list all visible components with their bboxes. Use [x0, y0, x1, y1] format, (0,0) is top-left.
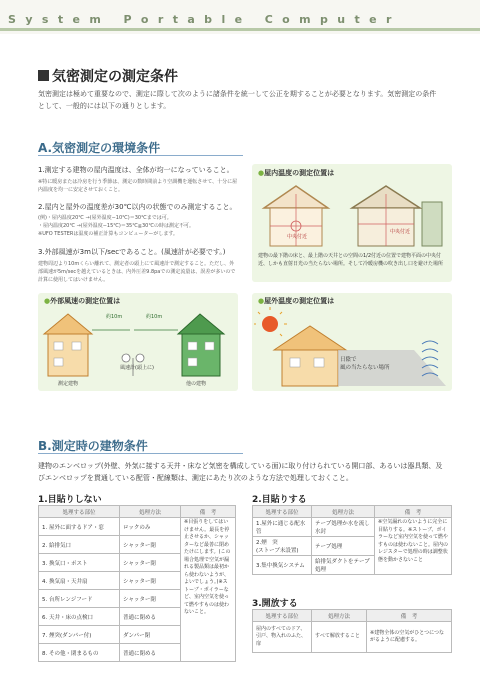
table1-method: ロックのみ	[120, 518, 181, 536]
table1-part: 7. 煙突(ダンパー付)	[39, 626, 120, 644]
condition-2-note-1: (例)・屋内温度20℃ →(屋外温度−10℃)＝30℃までは可。	[38, 215, 172, 221]
indoor-center-label-1: 中央付近	[287, 234, 308, 240]
page-title-text: 気密測定の測定条件	[52, 69, 178, 85]
table1-part: 3. 換気口・ポスト	[39, 554, 120, 572]
section-b-intro: 建物のエンベロップ(外壁、外気に接する天井・床など気密を構成している面)に取り付けられている開口部、あるいは器具類、及びエンベロップを貫通している配管・配線類は、測定にあたり次のような方法で処理しておくこと。	[38, 462, 443, 482]
wind-meter-label: 風速計(頭上に)	[120, 365, 154, 371]
wind-distance-1: 約10m	[106, 314, 123, 320]
table1-method: シャッター閉	[120, 536, 181, 554]
table1-header-note: 備 考	[181, 506, 236, 518]
outdoor-temp-label: ●屋外温度の測定位置は	[258, 297, 335, 305]
table2-part: 1.屋外に通じる配水管	[253, 518, 312, 537]
table-row	[253, 518, 452, 537]
table1-method: シャッター閉	[120, 554, 181, 572]
wind-label: ●外部風速の測定位置は	[44, 297, 121, 305]
table3-title: 3.開放する	[252, 599, 298, 609]
header-title: System Portable Computer	[8, 13, 401, 26]
table1-part: 4. 換気扇・天井扇	[39, 572, 120, 590]
condition-2-note-3: ※UFO TESTERは温度の補正計算もコンピューターがします。	[38, 231, 178, 237]
table2-part: 3.集中換気システム	[253, 556, 312, 575]
section-b-rule	[38, 453, 243, 454]
table2-header-part: 処理する部位	[253, 506, 312, 518]
table1-method: 普通に閉める	[120, 644, 181, 662]
table1-method: 普通に閉める	[120, 608, 181, 626]
table2-header-note: 備 考	[375, 506, 452, 518]
wind-other-label: 他の建物	[186, 381, 207, 387]
condition-1-note: ※特に暖房または冷房を行う季節は、測定の数時間前より空調機を運転させて、十分に屋内温度を均一に安定させておくこと。	[38, 179, 238, 193]
table3-header-part: 処理する部位	[253, 610, 312, 622]
table1-method: シャッター閉	[120, 590, 181, 608]
table2	[252, 505, 452, 575]
table3-header-method: 処理方法	[312, 610, 367, 622]
condition-1: 1.測定する建物の屋内温度は、全体が均一になっていること。	[38, 166, 234, 174]
indoor-center-label-2: 中央付近	[390, 229, 411, 235]
wind-building-label: 測定建物	[58, 381, 79, 387]
table3-header-note: 備 考	[367, 610, 452, 622]
square-bullet-icon	[38, 70, 49, 81]
table1-title: 1.目貼りしない	[38, 495, 102, 505]
wind-distance-2: 約10m	[146, 314, 163, 320]
table1-part: 2. 給排気口	[39, 536, 120, 554]
table1-part: 1. 屋外に面するドア・窓	[39, 518, 120, 536]
page-intro: 気密測定は極めて重要なので、測定に際して次のように諸条件を統一して公正を期することが必要となります。気密測定の条件として、一般的には以下の通りとします。	[38, 90, 437, 110]
table1	[38, 505, 236, 662]
indoor-diagram	[256, 180, 448, 250]
table1-part: 5. 台所レンジフード	[39, 590, 120, 608]
outdoor-diagram	[254, 306, 450, 388]
header-band	[0, 0, 480, 34]
table-row	[39, 518, 236, 536]
table1-method: シャッター閉	[120, 572, 181, 590]
table3-part: 屋内のすべてのドア、引戸、物入れのふた、扉	[253, 622, 312, 653]
table2-header-method: 処理方法	[312, 506, 375, 518]
header-rule	[0, 28, 480, 31]
table3-method: すべて解放すること	[312, 622, 367, 653]
table1-part: 6. 天井・床の点検口	[39, 608, 120, 626]
table3	[252, 609, 452, 653]
table2-method: テープ処理	[312, 537, 375, 556]
condition-2: 2.屋内と屋外の温度差が30℃以内の状態でのみ測定すること。	[38, 203, 237, 211]
table1-note: ※目張りをしてはいけません。最長を停止させるか、シャッターなど最善に閉めたけにします。(この場合処理で空気が漏れる製品類は最初から使わないようが、よいでしょう。)※ストーブ・ボイラーなど、室内空気を使って燃やすものは使わないこと。	[181, 518, 236, 662]
indoor-caption: 建物の最下階の床と、最上階の天井との空間の1/2付近の位置で建物平面の中央付近、しかも直射日光の当たらない場所。そして冷暖房機の吹き出し口を避けた場所	[258, 253, 444, 267]
condition-2-note-2: ・屋内温度20℃ →(屋外温度−15℃)＝35℃≧30℃の時は測定不可。	[38, 223, 194, 229]
table1-method: ダンパー閉	[120, 626, 181, 644]
condition-3: 3.外部風速が3m以下/secであること。(風速計が必要です。)	[38, 248, 226, 256]
table1-header-part: 処理する部位	[39, 506, 120, 518]
section-a-rule	[38, 155, 243, 156]
indoor-temp-label: ●屋内温度の測定位置は	[258, 169, 335, 177]
section-a-title: A.気密測定の環境条件	[38, 141, 161, 155]
table1-part: 8. その他・閉まるもの	[39, 644, 120, 662]
table-row	[253, 622, 452, 653]
page-title	[38, 66, 178, 86]
table2-part: 2.煙 突 (ストーブ未設置)	[253, 537, 312, 556]
outdoor-shade-label: 日陰で 風の当たらない場所	[340, 357, 390, 371]
table2-note: ※空気漏れのないように完全に目貼りする。※ストーブ、ボイラーなど室内空気を使って燃やすものは使わないこと。屋内のレジスターで処理の時は調整状態を動かさないこと	[375, 518, 452, 575]
section-b-title: B.測定時の建物条件	[38, 439, 148, 453]
table1-header-method: 処理方法	[120, 506, 181, 518]
condition-2-notes	[38, 214, 238, 238]
table2-title: 2.目貼りする	[252, 495, 307, 505]
table2-method: テープ処理か水を流し水封	[312, 518, 375, 537]
condition-3-note: 建物周辺より10mくらい離れて、測定者の頭上にて風速計で測定すること。ただし、外部風速が5m/secを越えているときは、内外圧差9.8paでの測定流量は、誤差が多いので計算に使用してはいけません。	[38, 261, 236, 283]
table3-note: ※建物全体の空気がひとつにつながるように配慮する。	[367, 622, 452, 653]
table2-method: 給排気ダクトをテープ処理	[312, 556, 375, 575]
